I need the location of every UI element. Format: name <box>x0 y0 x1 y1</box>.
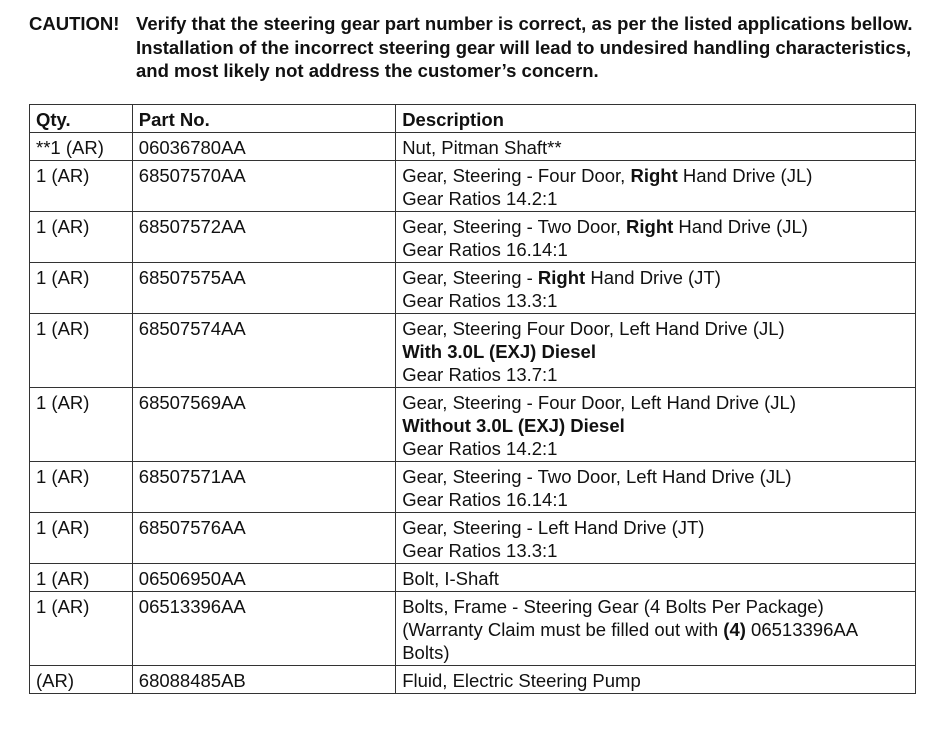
description-cell <box>396 513 916 564</box>
description-line <box>402 669 909 692</box>
description-line <box>402 317 909 340</box>
description-cell <box>396 133 916 161</box>
description-text: Gear Ratios 14.2:1 <box>402 438 558 459</box>
description-cell <box>396 314 916 388</box>
description-emphasis: (4) <box>723 619 746 640</box>
part-number-cell: 06513396AA <box>132 592 395 666</box>
qty-cell: 1 (AR) <box>30 462 133 513</box>
description-text: Gear, Steering - Two Door, <box>402 216 627 237</box>
description-cell <box>396 161 916 212</box>
qty-cell: 1 (AR) <box>30 388 133 462</box>
header-part-no: Part No. <box>132 105 395 133</box>
table-row <box>30 161 916 212</box>
qty-cell: (AR) <box>30 666 133 694</box>
description-line <box>402 136 909 159</box>
header-description: Description <box>396 105 916 133</box>
description-cell <box>396 212 916 263</box>
description-text: Nut, Pitman Shaft** <box>402 137 562 158</box>
part-number-cell: 68507570AA <box>132 161 395 212</box>
description-text: Hand Drive (JT) <box>585 267 721 288</box>
description-line <box>402 215 909 238</box>
qty-cell: 1 (AR) <box>30 513 133 564</box>
qty-cell: 1 (AR) <box>30 263 133 314</box>
description-text: Gear Ratios 13.7:1 <box>402 364 558 385</box>
description-emphasis: Right <box>537 267 586 288</box>
description-cell <box>396 462 916 513</box>
description-line <box>402 488 909 511</box>
description-text: Gear, Steering - Left Hand Drive (JT) <box>402 517 705 538</box>
table-header-row <box>30 105 916 133</box>
description-text: (Warranty Claim must be filled out with <box>402 619 724 640</box>
description-line <box>402 641 909 664</box>
part-number-cell: 06036780AA <box>132 133 395 161</box>
description-line <box>402 595 909 618</box>
part-number-cell: 06506950AA <box>132 564 395 592</box>
description-text: Gear, Steering - Four Door, <box>402 165 631 186</box>
description-text: Gear Ratios 13.3:1 <box>402 540 558 561</box>
description-text: Gear Ratios 16.14:1 <box>402 489 568 510</box>
part-number-cell: 68507572AA <box>132 212 395 263</box>
table-row <box>30 263 916 314</box>
description-cell <box>396 263 916 314</box>
description-line <box>402 266 909 289</box>
description-text: Gear Ratios 14.2:1 <box>402 188 558 209</box>
table-row <box>30 513 916 564</box>
description-text: Hand Drive (JL) <box>677 165 813 186</box>
description-cell <box>396 592 916 666</box>
description-text: Gear, Steering - <box>402 267 538 288</box>
description-line <box>402 618 909 641</box>
description-text: Gear Ratios 16.14:1 <box>402 239 568 260</box>
parts-table-body <box>30 133 916 694</box>
description-line <box>402 539 909 562</box>
caution-label: CAUTION! <box>29 13 120 34</box>
description-emphasis: Right <box>630 165 678 186</box>
description-emphasis: Right <box>626 216 674 237</box>
table-row <box>30 212 916 263</box>
description-text: Gear, Steering - Two Door, Left Hand Drive (JL) <box>402 466 792 487</box>
description-cell <box>396 666 916 694</box>
description-text: 06513396AA <box>745 619 859 640</box>
description-line <box>402 340 909 363</box>
part-number-cell: 68507571AA <box>132 462 395 513</box>
description-text: Bolts) <box>402 642 450 663</box>
description-text: Fluid, Electric Steering Pump <box>402 670 641 691</box>
description-text: Hand Drive (JL) <box>673 216 808 237</box>
description-line <box>402 516 909 539</box>
description-text: Bolts, Frame - Steering Gear (4 Bolts Per Package) <box>402 596 824 617</box>
description-cell <box>396 388 916 462</box>
description-line <box>402 465 909 488</box>
description-line <box>402 391 909 414</box>
table-row <box>30 133 916 161</box>
qty-cell: 1 (AR) <box>30 592 133 666</box>
description-emphasis: With 3.0L (EXJ) Diesel <box>402 341 596 362</box>
table-row <box>30 462 916 513</box>
description-text: Bolt, I-Shaft <box>402 568 499 589</box>
qty-cell: 1 (AR) <box>30 161 133 212</box>
description-cell <box>396 564 916 592</box>
parts-table <box>29 104 916 694</box>
description-emphasis: Without 3.0L (EXJ) Diesel <box>402 415 625 436</box>
table-row <box>30 666 916 694</box>
description-line <box>402 567 909 590</box>
part-number-cell: 68507569AA <box>132 388 395 462</box>
part-number-cell: 68507575AA <box>132 263 395 314</box>
table-row <box>30 564 916 592</box>
description-line <box>402 363 909 386</box>
part-number-cell: 68507574AA <box>132 314 395 388</box>
description-line <box>402 164 909 187</box>
header-qty: Qty. <box>30 105 133 133</box>
table-row <box>30 592 916 666</box>
qty-cell: 1 (AR) <box>30 564 133 592</box>
description-line <box>402 238 909 261</box>
description-line <box>402 437 909 460</box>
qty-cell: 1 (AR) <box>30 314 133 388</box>
table-row <box>30 388 916 462</box>
part-number-cell: 68507576AA <box>132 513 395 564</box>
description-line <box>402 414 909 437</box>
description-line <box>402 289 909 312</box>
caution-text: Verify that the steering gear part number is correct, as per the listed applications bellow. Installation of the incorrect steering gear will lead to undesired handling characteristics, and most likely not address the customer’s concern. <box>136 13 913 81</box>
description-text: Gear, Steering - Four Door, Left Hand Drive (JL) <box>402 392 796 413</box>
table-row <box>30 314 916 388</box>
part-number-cell: 68088485AB <box>132 666 395 694</box>
description-text: Gear Ratios 13.3:1 <box>402 290 558 311</box>
qty-cell: **1 (AR) <box>30 133 133 161</box>
description-text: Gear, Steering Four Door, Left Hand Drive (JL) <box>402 318 785 339</box>
qty-cell: 1 (AR) <box>30 212 133 263</box>
description-line <box>402 187 909 210</box>
